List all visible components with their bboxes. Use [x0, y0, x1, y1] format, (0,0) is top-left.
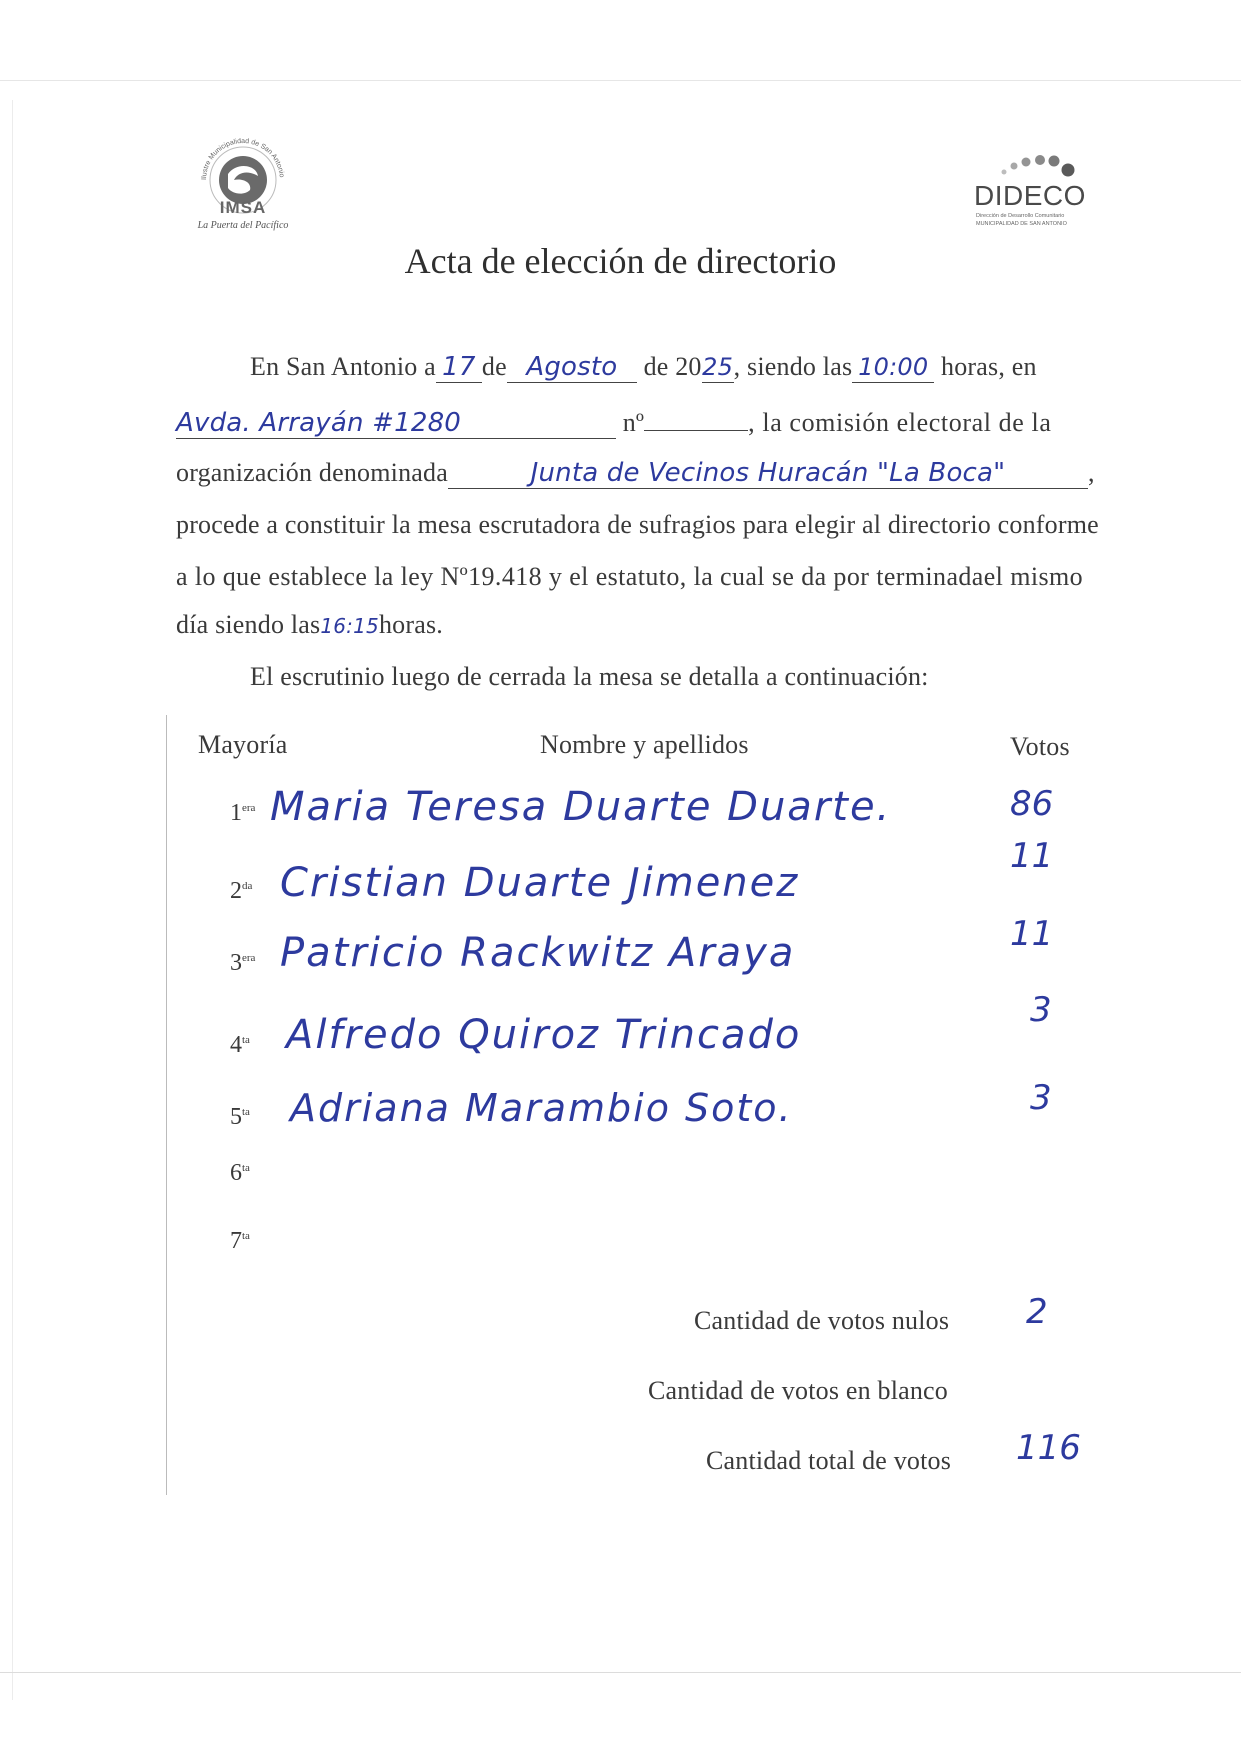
- imsa-logo: [178, 128, 308, 238]
- paragraph-line-1: [250, 352, 1037, 383]
- header-rank: Mayoría: [198, 730, 288, 759]
- text-de: de: [481, 352, 507, 381]
- end-time-value: 16:15: [320, 614, 379, 638]
- table-row: [0, 914, 1241, 990]
- null-votes-value: 2: [1026, 1292, 1048, 1332]
- total-votes-value: 116: [1016, 1428, 1081, 1468]
- text-horas-en: horas, en: [941, 352, 1037, 381]
- paragraph-line-2: [176, 408, 1051, 439]
- scrutiny-intro: El escrutinio luego de cerrada la mesa se detalla a continuación:: [250, 662, 929, 691]
- paragraph-line-6: [176, 610, 443, 640]
- table-row: [0, 780, 1241, 840]
- row-name: Adriana Marambio Soto.: [290, 1086, 793, 1130]
- row-votes: 11: [1010, 914, 1054, 954]
- time-value: 10:00: [858, 353, 929, 381]
- text-de-20: de 20: [643, 352, 702, 381]
- paragraph-line-3: [176, 458, 1095, 489]
- header-votes: Votos: [1010, 732, 1070, 761]
- text-numero: nº: [622, 408, 645, 437]
- table-row: [0, 1222, 1241, 1272]
- dideco-name: DIDECO: [974, 180, 1086, 211]
- row-rank: $4^{ta}$: [230, 1032, 250, 1058]
- row-votes: 11: [1010, 836, 1054, 876]
- imsa-name: IMSA: [219, 198, 267, 217]
- text-dia-siendo-las: día siendo las: [176, 610, 321, 639]
- text-comma: ,: [1087, 458, 1095, 487]
- imsa-ring-text: Ilustre Municipalidad de San Antonio: [200, 137, 285, 181]
- paragraph-line-5: a lo que establece la ley Nº19.418 y el estatuto, la cual se da por terminadael mismo: [176, 562, 1083, 591]
- scan-edge-top: [0, 80, 1241, 81]
- row-rank: $7^{ta}$: [230, 1228, 250, 1254]
- row-rank: $1^{era}$: [230, 800, 256, 826]
- text-comision-electoral: , la comisión electoral de la: [748, 408, 1052, 437]
- row-rank: $2^{da}$: [230, 878, 253, 904]
- dideco-sub1: Dirección de Desarrollo Comunitario: [976, 213, 1065, 219]
- imsa-tagline: La Puerta del Pacífico: [197, 220, 289, 231]
- day-value: 17: [442, 352, 476, 382]
- row-rank: $6^{ta}$: [230, 1160, 250, 1186]
- table-row: [0, 1078, 1241, 1142]
- null-votes-label: Cantidad de votos nulos: [694, 1306, 950, 1335]
- row-rank: $3^{era}$: [230, 950, 256, 976]
- text-organizacion-denominada: organización denominada: [176, 458, 448, 487]
- dideco-sub2: MUNICIPALIDAD DE SAN ANTONIO: [976, 221, 1067, 227]
- text-siendo-las: , siendo las: [733, 352, 853, 381]
- table-row: [0, 990, 1241, 1070]
- month-value: Agosto: [526, 352, 618, 382]
- row-votes: 3: [1030, 990, 1052, 1030]
- blank-votes-label: Cantidad de votos en blanco: [648, 1376, 948, 1405]
- paragraph-line-4: procede a constituir la mesa escrutadora de sufragios para elegir al directorio conforme: [176, 510, 1099, 539]
- row-rank: $5^{ta}$: [230, 1104, 250, 1130]
- row-votes: 86: [1010, 784, 1054, 824]
- address-value: Avda. Arrayán #1280: [176, 408, 462, 438]
- year-suffix-value: 25: [702, 353, 734, 381]
- table-row: [0, 1156, 1241, 1206]
- row-name: Cristian Duarte Jimenez: [280, 860, 800, 906]
- page-title: Acta de elección de directorio: [404, 241, 837, 281]
- scan-edge-bottom: [0, 1672, 1241, 1673]
- table-row: [0, 836, 1241, 918]
- organization-name-value: Junta de Vecinos Huracán "La Boca": [530, 458, 1006, 488]
- row-name: Maria Teresa Duarte Duarte.: [270, 784, 892, 830]
- text-horas: horas.: [378, 610, 443, 639]
- header-name: Nombre y apellidos: [540, 730, 749, 759]
- text-en-san-antonio: En San Antonio a: [250, 352, 436, 381]
- dideco-logo: [970, 150, 1100, 235]
- total-votes-label: Cantidad total de votos: [706, 1446, 952, 1475]
- row-name: Alfredo Quiroz Trincado: [286, 1012, 802, 1058]
- row-votes: 3: [1030, 1078, 1052, 1118]
- row-name: Patricio Rackwitz Araya: [280, 930, 796, 976]
